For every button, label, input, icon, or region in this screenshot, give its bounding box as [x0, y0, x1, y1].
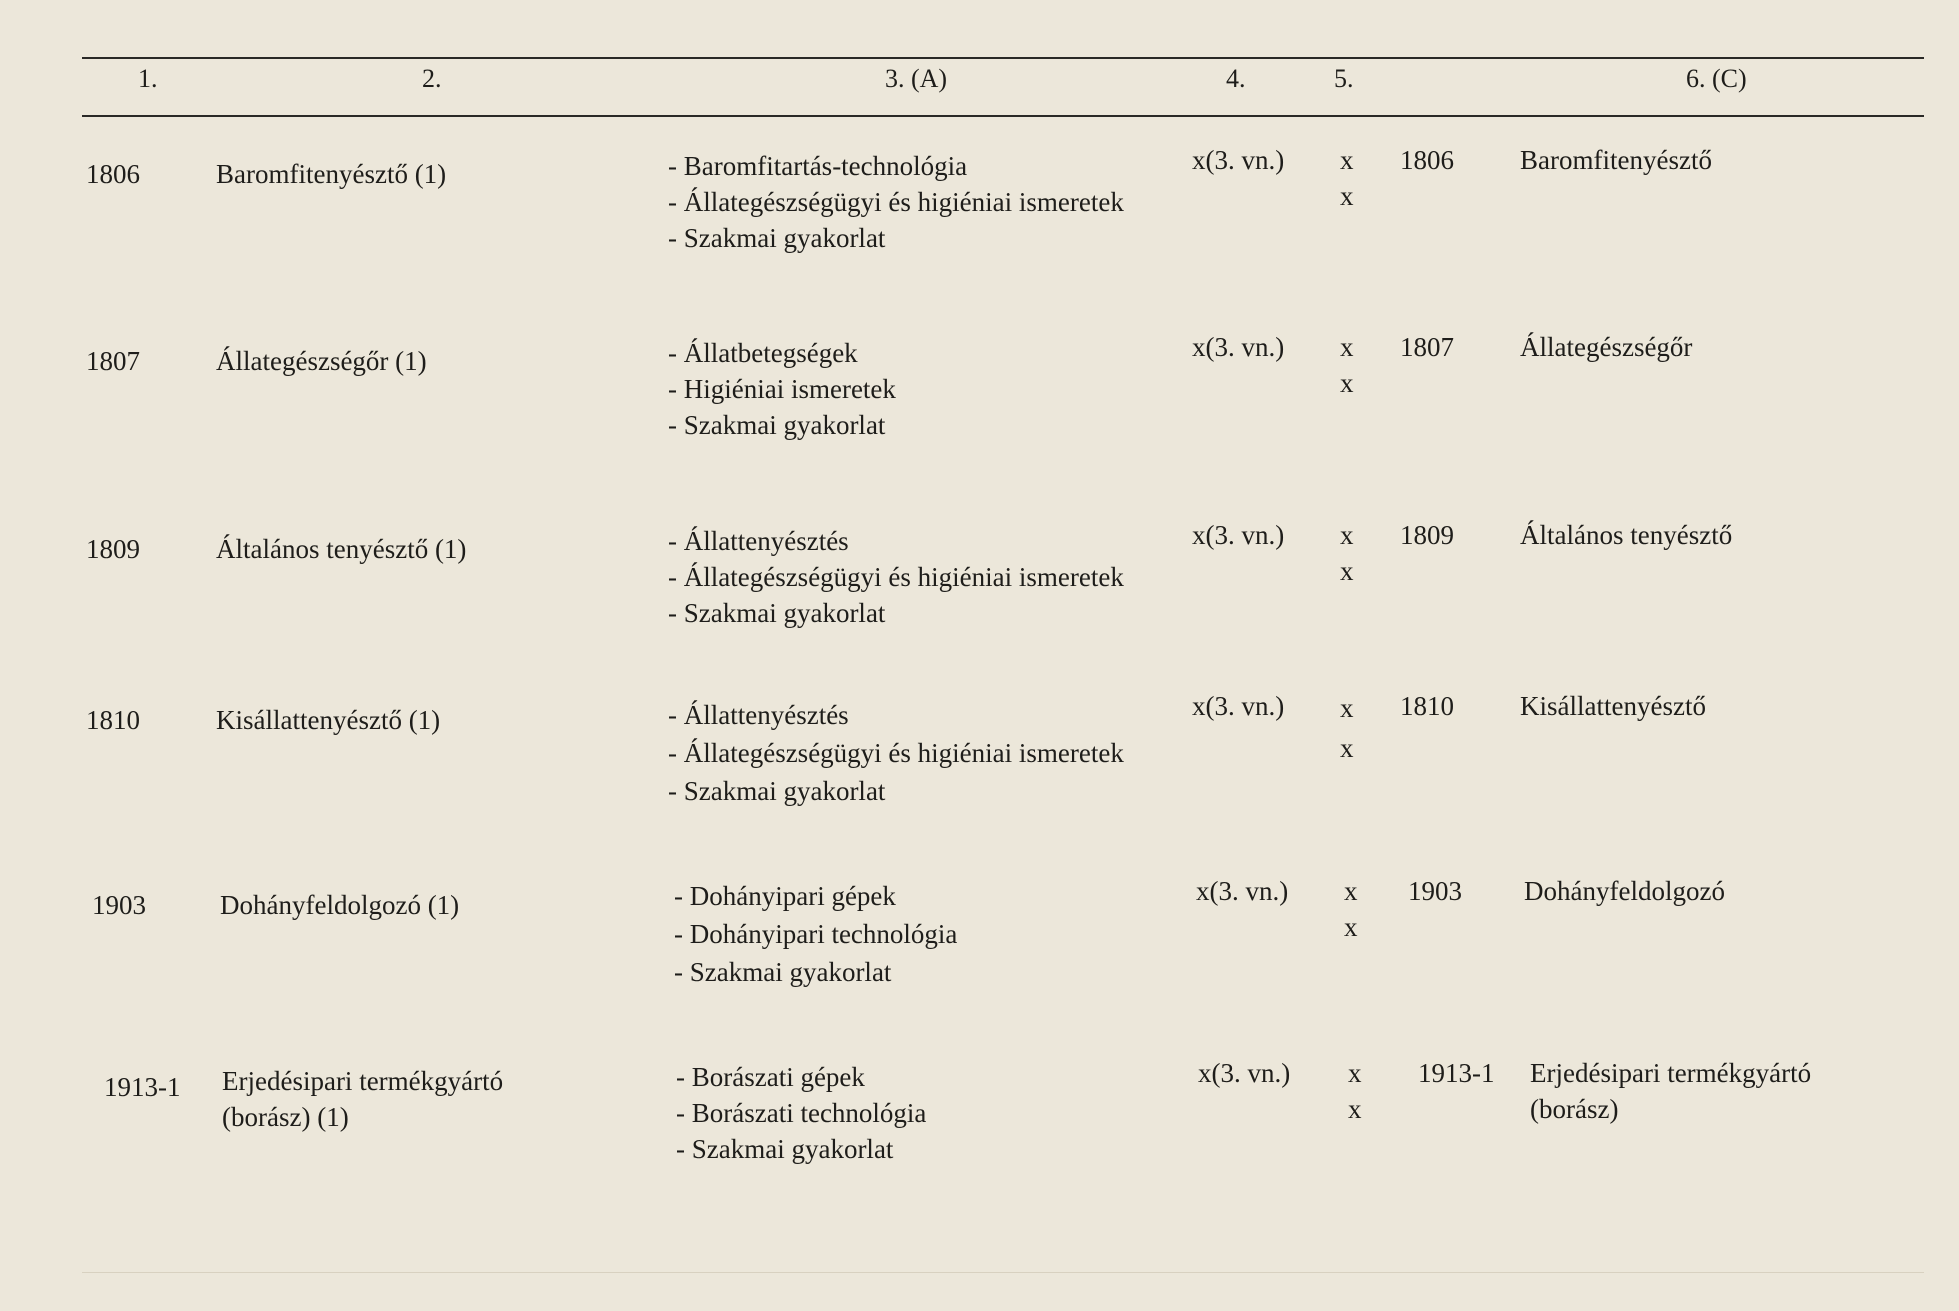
row-col4: x(3. vn.) [1192, 145, 1285, 175]
row-col6-code: 1903 [1408, 876, 1462, 906]
row-subjects [668, 523, 1124, 631]
row-col5 [1340, 688, 1354, 768]
table-row [0, 1051, 1959, 1211]
table-row [0, 684, 1959, 844]
row-name-line: Erjedésipari termékgyártó [222, 1066, 504, 1096]
row-col6-code: 1810 [1400, 691, 1454, 721]
row-col6-name [1530, 1055, 1811, 1127]
bleed-through-line [82, 1272, 1924, 1273]
row-col6-name-line: Erjedésipari termékgyártó [1530, 1058, 1812, 1088]
header-col-5: 5. [1334, 64, 1354, 93]
col5-mark: x [1344, 912, 1358, 942]
subject-item: - Dohányipari gépek [674, 881, 896, 911]
col5-mark: x [1340, 693, 1354, 723]
row-col6-name: Állategészségőr [1520, 332, 1693, 362]
row-code: 1810 [86, 705, 140, 735]
row-code: 1806 [86, 159, 140, 189]
row-subjects [668, 696, 1124, 810]
row-name: Dohányfeldolgozó (1) [220, 890, 460, 920]
subject-item: - Szakmai gyakorlat [676, 1134, 894, 1164]
subject-item: - Állattenyésztés [668, 700, 849, 730]
row-col5 [1344, 873, 1358, 945]
row-col6-name: Kisállattenyésztő [1520, 691, 1706, 721]
row-name: Baromfitenyésztő (1) [216, 159, 447, 189]
header-col-2: 2. [422, 64, 442, 93]
row-col6-code: 1809 [1400, 520, 1454, 550]
row-name: Állategészségőr (1) [216, 346, 427, 376]
col5-mark: x [1340, 556, 1354, 586]
row-col6-name: Általános tenyésztő [1520, 520, 1733, 550]
subject-item: - Állatbetegségek [668, 338, 858, 368]
row-subjects [676, 1059, 926, 1167]
col5-mark: x [1344, 876, 1358, 906]
top-rule [82, 57, 1924, 59]
subject-item: - Állategészségügyi és higiéniai ismeretek [668, 562, 1124, 592]
table-row [0, 869, 1959, 1029]
row-col6-code: 1913-1 [1418, 1058, 1495, 1088]
header-bottom-rule [82, 115, 1924, 117]
col5-mark: x [1340, 520, 1354, 550]
row-code: 1913-1 [104, 1072, 181, 1102]
subject-item: - Borászati gépek [676, 1062, 865, 1092]
row-col4: x(3. vn.) [1196, 876, 1289, 906]
row-code: 1807 [86, 346, 140, 376]
table-row [0, 138, 1959, 298]
row-col4: x(3. vn.) [1192, 520, 1285, 550]
col5-mark: x [1340, 145, 1354, 175]
table-row [0, 325, 1959, 485]
row-code: 1809 [86, 534, 140, 564]
subject-item: - Higiéniai ismeretek [668, 374, 896, 404]
table-row [0, 513, 1959, 673]
row-subjects [668, 148, 1124, 256]
row-subjects [674, 877, 957, 991]
subject-item: - Szakmai gyakorlat [668, 598, 886, 628]
col5-mark: x [1340, 181, 1354, 211]
row-name [222, 1063, 503, 1135]
row-col6-name: Dohányfeldolgozó [1524, 876, 1725, 906]
subject-item: - Borászati technológia [676, 1098, 927, 1128]
subject-item: - Állategészségügyi és higiéniai ismeretek [668, 187, 1124, 217]
row-name: Kisállattenyésztő (1) [216, 705, 441, 735]
row-col6-code: 1806 [1400, 145, 1454, 175]
subject-item: - Szakmai gyakorlat [674, 957, 892, 987]
row-col5 [1340, 517, 1354, 589]
col5-mark: x [1340, 733, 1354, 763]
row-name-line: (borász) (1) [222, 1102, 349, 1132]
row-col6-code: 1807 [1400, 332, 1454, 362]
row-col6-name: Baromfitenyésztő [1520, 145, 1712, 175]
header-col-1: 1. [138, 64, 158, 93]
header-col-4: 4. [1226, 64, 1246, 93]
subject-item: - Dohányipari technológia [674, 919, 958, 949]
header-col-3: 3. (A) [885, 64, 948, 93]
subject-item: - Állategészségügyi és higiéniai ismeretek [668, 738, 1124, 768]
row-col4: x(3. vn.) [1198, 1058, 1291, 1088]
row-code: 1903 [92, 890, 146, 920]
col5-mark: x [1348, 1094, 1362, 1124]
subject-item: - Állattenyésztés [668, 526, 849, 556]
row-name: Általános tenyésztő (1) [216, 534, 467, 564]
row-col5 [1340, 142, 1354, 214]
header-col-6: 6. (C) [1686, 64, 1747, 93]
subject-item: - Szakmai gyakorlat [668, 776, 886, 806]
row-col4: x(3. vn.) [1192, 332, 1285, 362]
row-col5 [1340, 329, 1354, 401]
col5-mark: x [1340, 332, 1354, 362]
row-col6-name-line: (borász) [1530, 1094, 1619, 1124]
row-col5 [1348, 1055, 1362, 1127]
subject-item: - Szakmai gyakorlat [668, 223, 886, 253]
col5-mark: x [1340, 368, 1354, 398]
col5-mark: x [1348, 1058, 1362, 1088]
subject-item: - Szakmai gyakorlat [668, 410, 886, 440]
row-subjects [668, 335, 896, 443]
row-col4: x(3. vn.) [1192, 691, 1285, 721]
subject-item: - Baromfitartás-technológia [668, 151, 968, 181]
